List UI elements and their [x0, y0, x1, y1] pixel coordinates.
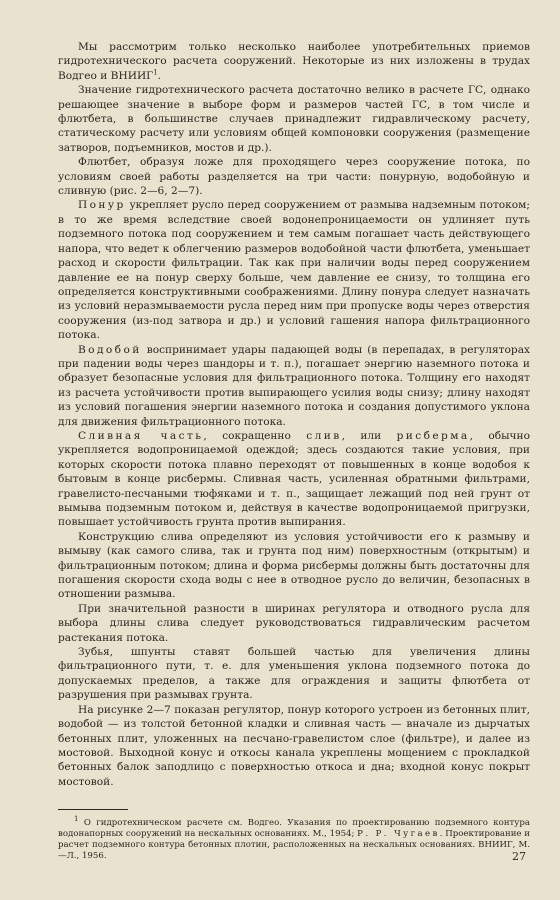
paragraph: Конструкцию слива определяют из условия устойчивости его к размыву и вымыву (как самого слива, так и грунта под ним) поверхностным (открытым) и фильтрационным потоком; длина и форма рисбермы должны быть достаточны для погашения скорости схода воды с нее в отводное русло до величин, безопасных в отношении размыва.: [58, 530, 530, 601]
paragraph: Понур укрепляет русло перед сооружением от размыва надземным потоком; в то же время вследствие своей водонепроницаемости он удлиняет путь подземного потока под сооружением и тем самым погашает часть действующего напора, что ведет к облегчению размеров водобойной части флютбета, уменьшает расход и скорости фильтрации. Так как при наличии воды перед сооружением давление ее на понур сверху больше, чем давление ее снизу, то толщина его определяется конструктивными соображениями. Длину понура следует назначать из условий неразмываемости русла перед ним при пропуске воды через отверстия сооружения (из-под затвора и др.) и условий гашения напора фильтрационного потока.: [58, 199, 530, 342]
term-sliv: слив: [306, 429, 342, 442]
paragraph: Сливная часть, сокращенно слив, или рисберма, обычно укрепляется водопроницаемой одеждой; здесь создаются такие условия, при которых скорости потока плавно переходят от повышенных в конце водобоя к бытовым в конце рисбермы. Сливная часть, усиленная обратными фильтрами, гравелисто-песчаными тюфяками и т. п., защищает лежащий под ней грунт от вымыва подземным потоком и, действуя в качестве водопроницаемой пригрузки, повышает устойчивость грунта против выпирания.: [58, 429, 530, 529]
term-slivnaya-chast: Сливная часть: [78, 429, 204, 442]
paragraph: Значение гидротехнического расчета достаточно велико в расчете ГС, однако решающее значение в выборе форм и размеров частей ГС, в том числе и флютбета, в большинстве случаев принадлежит гидравлическому расчету, статическому расчету или условиям общей компоновки сооружения (размещение затворов, подъемников, мостов и др.).: [58, 84, 530, 154]
paragraph: Зубья, шпунты ставят большей частью для увеличения длины фильтрационного пути, т. е. для уменьшения уклона подземного потока до допускаемых пределов, а также для ограждения и защиты флютбета от разрушения при размывах грунта.: [58, 646, 530, 702]
paragraph: Водобой воспринимает удары падающей воды (в перепадах, в регуляторах при падении воды через шандоры и т. п.), погашает энергию наземного потока и образует безопасные условия для фильтрационного потока. Толщину его находят из расчета устойчивости против выпирающего усилия воды снизу; длину находят из условий погашения энергии наземного потока и создания допустимого уклона для движения фильтрационного потока.: [58, 343, 530, 428]
paragraph: На рисунке 2—7 показан регулятор, понур которого устроен из бетонных плит, водобой — из толстой бетонной кладки и сливная часть — вначале из дырчатых бетонных плит, уложенных на песчано-гравелистом слое (фильтре), и далее из мостовой. Выходной конус и откосы канала укреплены мощением с прокладкой бетонных балок заподлицо с поверхностью откоса и дна; входной конус покрыт мостовой.: [58, 703, 530, 788]
term-risberma: рисберма: [396, 429, 470, 442]
footnote-author: Р. Р. Чугаев: [357, 829, 440, 840]
footnote-number: 1: [74, 815, 79, 824]
body-text: [58, 40, 530, 789]
paragraph: При значительной разности в ширинах регулятора и отводного русла для выбора длины слива следует руководствоваться гидравлическим расчетом растекания потока.: [58, 602, 530, 644]
term-vodoboi: Водобой: [78, 343, 142, 356]
page-number: 27: [512, 850, 526, 863]
footnote-marker: 1: [153, 68, 158, 77]
paragraph: Флютбет, образуя ложе для проходящего через сооружение потока, по условиям своей работы разделяется на три части: понурную, водобойную и сливную (рис. 2—6, 2—7).: [58, 156, 530, 198]
footnote-divider: [58, 809, 128, 810]
footnote: $^1$ О гидротехническом расчете см. Водгео. Указания по проектированию подземного контура водонапорных сооружений на нескальных основаниях. М., 1954; Р. Р. Чугаев. Проектирование и расчет подземного контура бетонных плотин, расположенных на нескальных основаниях. ВНИИГ, М.—Л., 1956.: [58, 815, 530, 862]
paragraph: Мы рассмотрим только несколько наиболее употребительных приемов гидротехнического расчета сооружений. Некоторые из них изложены в трудах Водгео и ВНИИГ$^1$.: [58, 41, 530, 82]
term-ponur: Понур: [78, 199, 126, 212]
